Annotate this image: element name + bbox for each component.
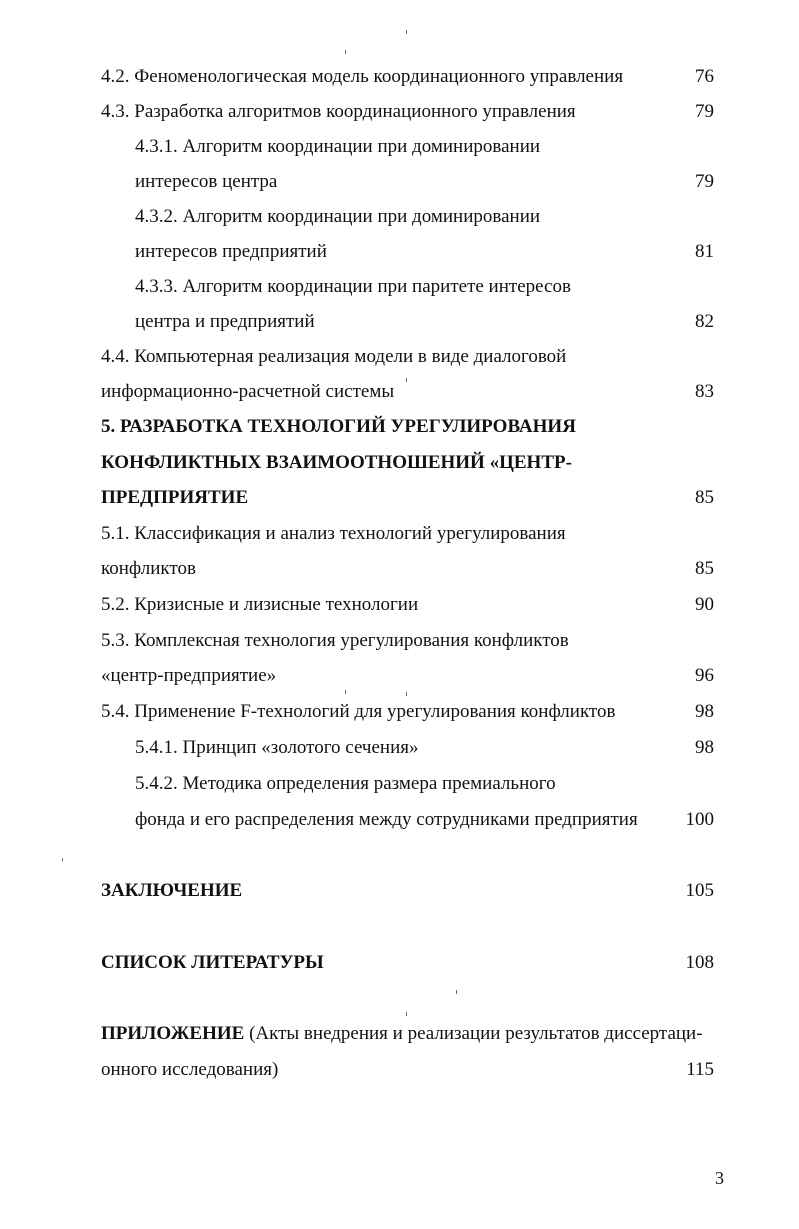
toc-entry-5-4-2-cont: фонда и его распределения между сотрудниками предприятия (135, 809, 638, 830)
toc-page-4-3: 79 (695, 101, 714, 122)
toc-page-5-4-1: 98 (695, 737, 714, 758)
toc-appendix-description: (Акты внедрения и реализации результатов диссертаци- (244, 1023, 703, 1044)
toc-chapter-5: 5. РАЗРАБОТКА ТЕХНОЛОГИЙ УРЕГУЛИРОВАНИЯ (101, 416, 576, 437)
toc-page-4-3-1: 79 (695, 171, 714, 192)
scan-speck (406, 1012, 407, 1016)
toc-appendix-title: ПРИЛОЖЕНИЕ (101, 1023, 245, 1044)
page-number: 3 (715, 1168, 724, 1188)
toc-chapter-5-cont-1: КОНФЛИКТНЫХ ВЗАИМООТНОШЕНИЙ «ЦЕНТР- (101, 452, 572, 473)
toc-entry-5-4-2: 5.4.2. Методика определения размера премиального (135, 773, 556, 794)
scan-speck (406, 692, 407, 696)
scan-speck (345, 690, 346, 694)
toc-entry-4-4: 4.4. Компьютерная реализация модели в виде диалоговой (101, 346, 567, 367)
toc-page-chapter-5: 85 (695, 487, 714, 508)
scan-speck (406, 378, 407, 382)
toc-page-5-4: 98 (695, 701, 714, 722)
scan-speck (456, 990, 457, 994)
toc-appendix-cont: онного исследования) (101, 1059, 279, 1080)
toc-page-5-3: 96 (695, 665, 714, 686)
toc-entry-5-1-cont: конфликтов (101, 558, 196, 579)
scan-speck (62, 858, 63, 861)
toc-page-5-1: 85 (695, 558, 714, 579)
toc-entry-5-3: 5.3. Комплексная технология урегулирования конфликтов (101, 630, 569, 651)
toc-entry-4-3-3: 4.3.3. Алгоритм координации при паритете интересов (135, 276, 571, 297)
toc-entry-4-3-2: 4.3.2. Алгоритм координации при доминировании (135, 206, 541, 227)
toc-entry-4-3: 4.3. Разработка алгоритмов координационного управления (101, 101, 576, 122)
toc-references: СПИСОК ЛИТЕРАТУРЫ (101, 952, 324, 973)
toc-entry-4-3-1: 4.3.1. Алгоритм координации при доминировании (135, 136, 541, 157)
toc-appendix (101, 1022, 721, 1046)
toc-entry-5-1: 5.1. Классификация и анализ технологий урегулирования (101, 523, 566, 544)
toc-entry-4-3-2-cont: интересов предприятий (135, 241, 327, 262)
toc-page-4-3-3: 82 (695, 311, 714, 332)
toc-page-5-2: 90 (695, 594, 714, 615)
toc-entry-4-2: 4.2. Феноменологическая модель координационного управления (101, 66, 624, 87)
toc-page-5-4-2: 100 (685, 809, 714, 830)
toc-entry-5-2: 5.2. Кризисные и лизисные технологии (101, 594, 419, 615)
toc-page-4-4: 83 (695, 381, 714, 402)
scan-speck (345, 50, 346, 54)
toc-page-references: 108 (685, 952, 714, 973)
toc-page-conclusion: 105 (685, 880, 714, 901)
toc-page-4-2: 76 (695, 66, 714, 87)
toc-chapter-5-cont-2: ПРЕДПРИЯТИЕ (101, 487, 249, 508)
scan-speck (406, 30, 407, 34)
toc-entry-5-4: 5.4. Применение F-технологий для урегулирования конфликтов (101, 701, 616, 722)
toc-page-appendix: 115 (686, 1059, 714, 1080)
toc-conclusion: ЗАКЛЮЧЕНИЕ (101, 880, 243, 901)
toc-entry-5-3-cont: «центр-предприятие» (101, 665, 277, 686)
toc-entry-4-3-1-cont: интересов центра (135, 171, 278, 192)
toc-entry-5-4-1: 5.4.1. Принцип «золотого сечения» (135, 737, 419, 758)
toc-entry-4-4-cont: информационно-расчетной системы (101, 381, 395, 402)
toc-entry-4-3-3-cont: центра и предприятий (135, 311, 315, 332)
toc-page-4-3-2: 81 (695, 241, 714, 262)
